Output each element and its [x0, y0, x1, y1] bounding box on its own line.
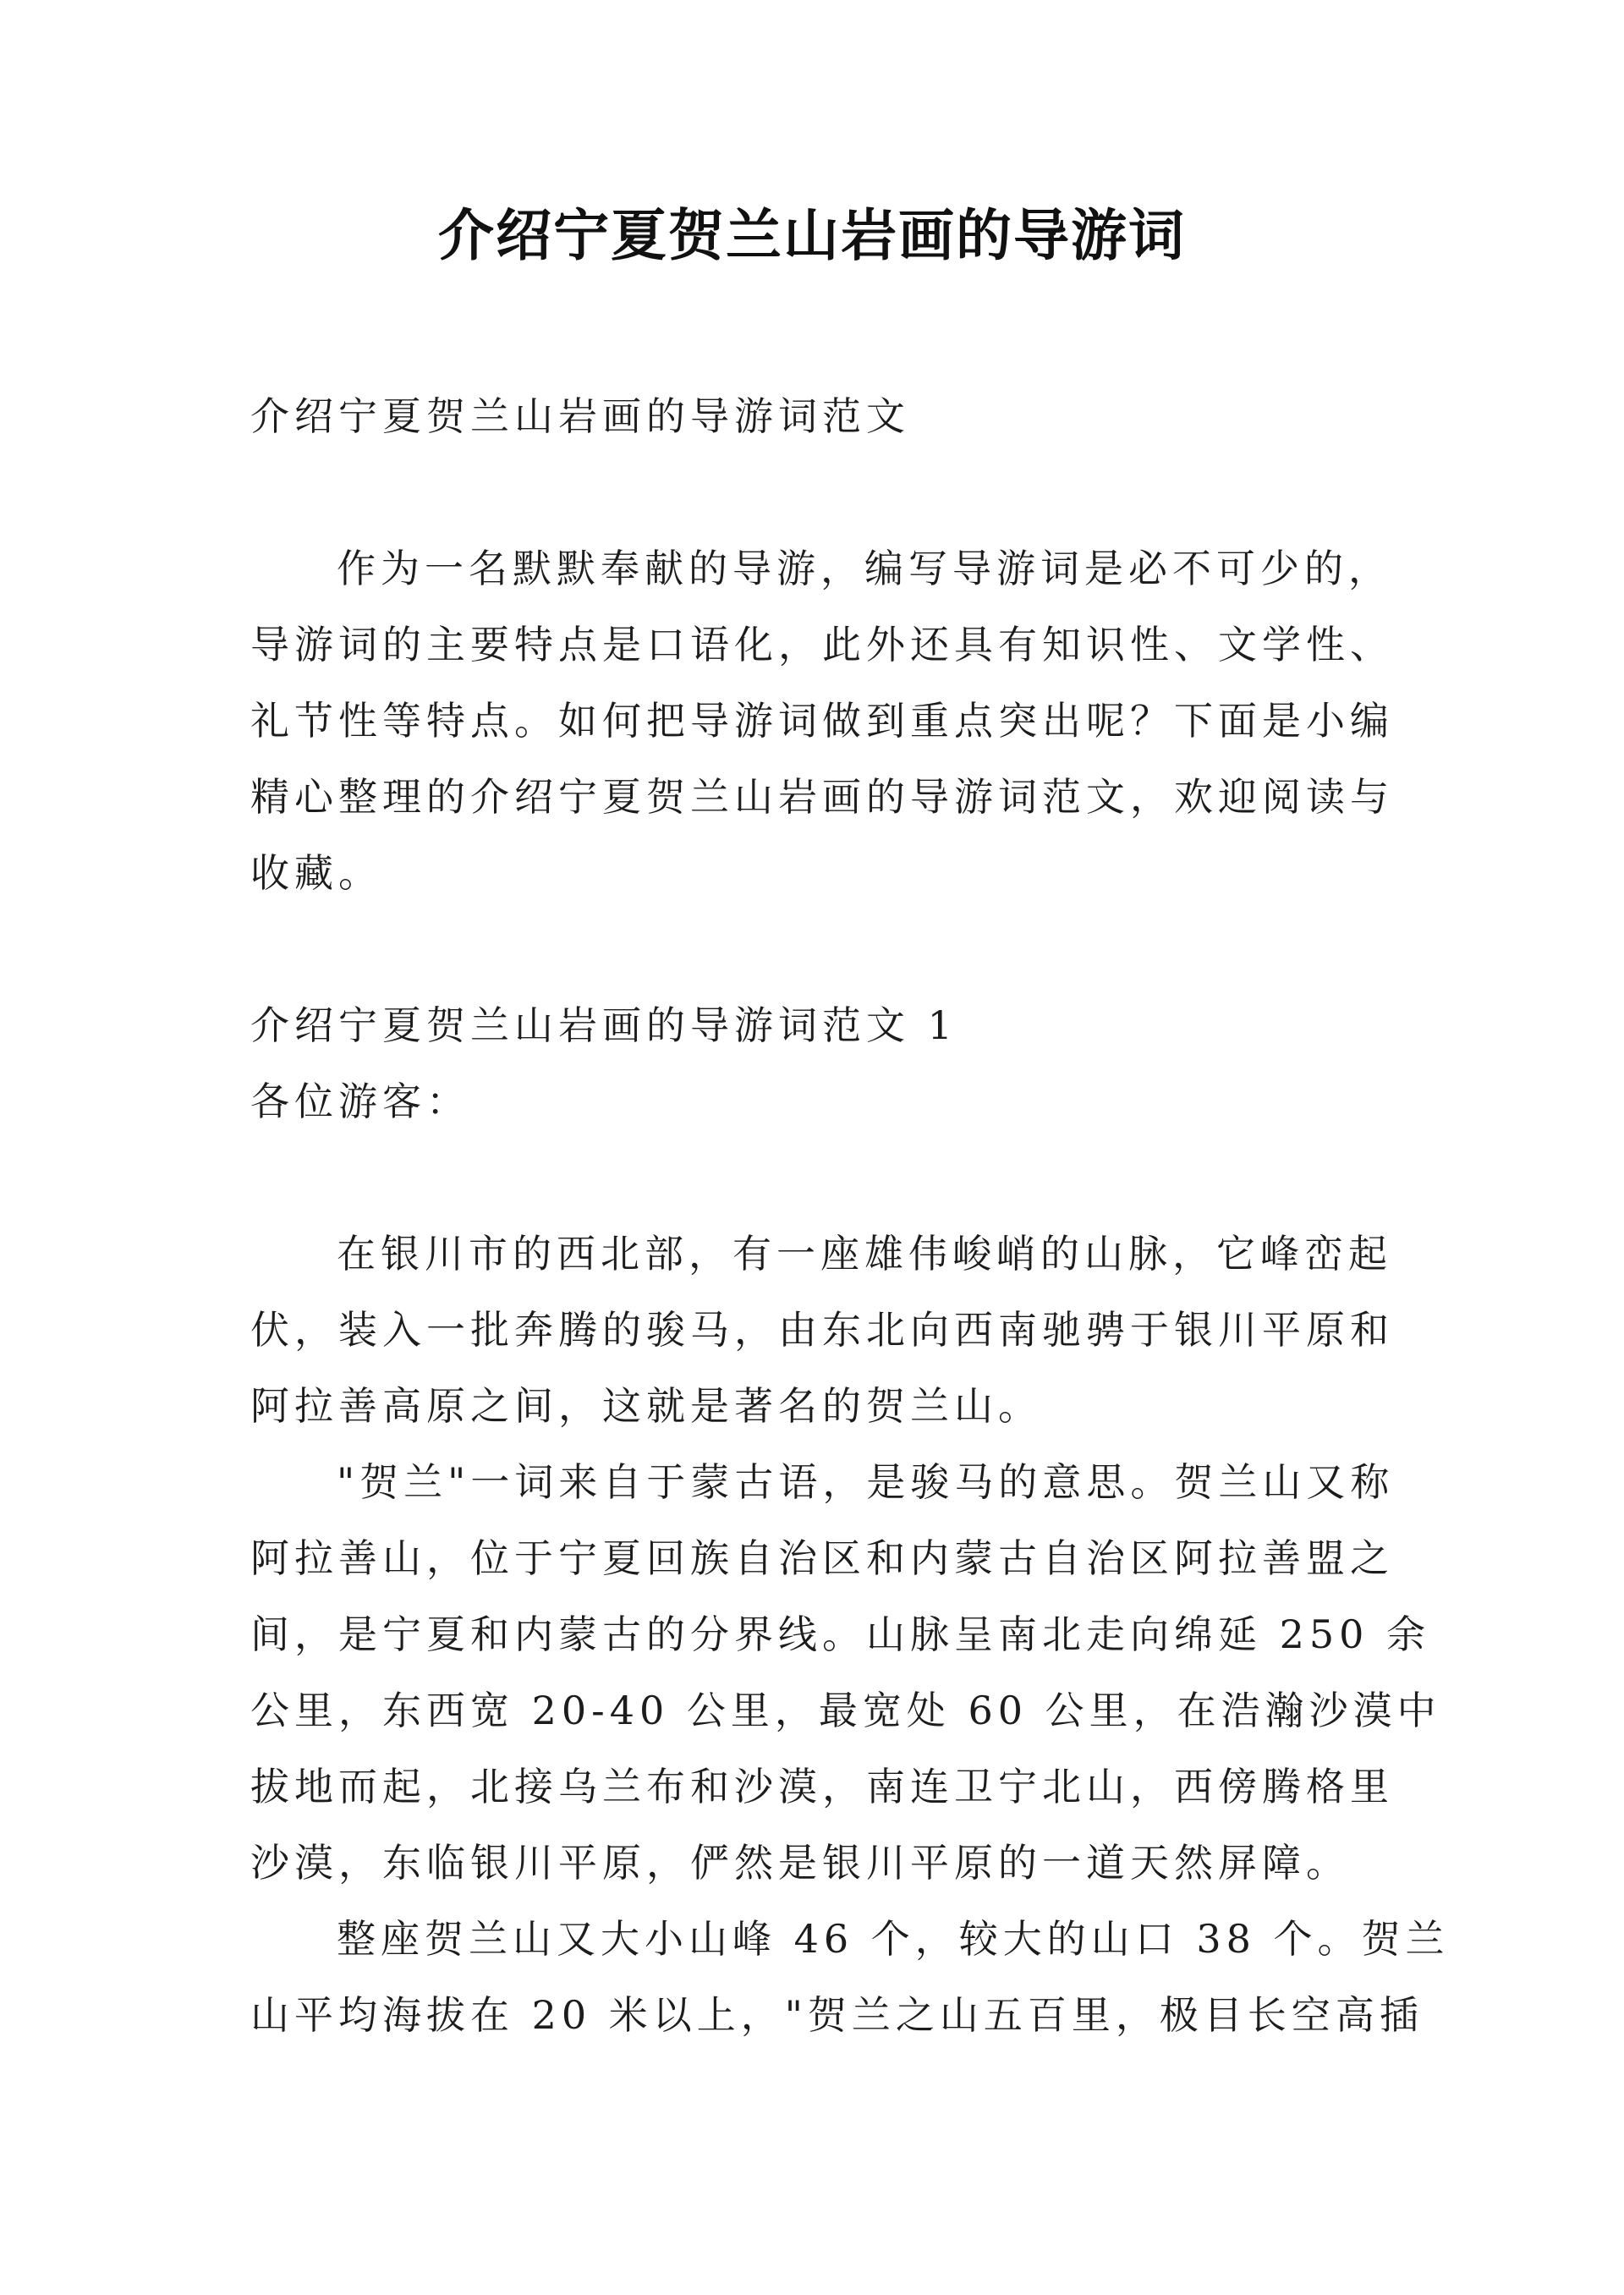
paragraph2-line-5: 拔地而起，北接乌兰布和沙漠，南连卫宁北山，西傍腾格里 — [250, 1764, 1394, 1809]
document-title: 介绍宁夏贺兰山岩画的导游词 — [438, 202, 1186, 268]
section-heading: 介绍宁夏贺兰山岩画的导游词范文 1 — [250, 1002, 957, 1048]
intro-line-1: 作为一名默默奉献的导游，编写导游词是必不可少的， — [337, 546, 1392, 591]
intro-line-4: 精心整理的介绍宁夏贺兰山岩画的导游词范文，欢迎阅读与 — [250, 774, 1394, 820]
paragraph2-line-4: 公里，东西宽 20-40 公里，最宽处 60 公里，在浩瀚沙漠中 — [250, 1688, 1441, 1733]
paragraph2-line-3: 间，是宁夏和内蒙古的分界线。山脉呈南北走向绵延 250 余 — [250, 1611, 1431, 1657]
paragraph2-line-1: "贺兰"一词来自于蒙古语，是骏马的意思。贺兰山又称 — [337, 1459, 1395, 1505]
paragraph2-line-2: 阿拉善山，位于宁夏回族自治区和内蒙古自治区阿拉善盟之 — [250, 1535, 1394, 1581]
paragraph1-line-2: 伏，装入一批奔腾的骏马，由东北向西南驰骋于银川平原和 — [250, 1307, 1394, 1353]
paragraph1-line-1: 在银川市的西北部，有一座雄伟峻峭的山脉，它峰峦起 — [337, 1231, 1392, 1277]
greeting: 各位游客： — [250, 1079, 470, 1124]
intro-line-5: 收藏。 — [250, 850, 382, 896]
intro-line-3: 礼节性等特点。如何把导游词做到重点突出呢？下面是小编 — [250, 698, 1394, 744]
paragraph3-line-1: 整座贺兰山又大小山峰 46 个，较大的山口 38 个。贺兰 — [337, 1916, 1450, 1962]
paragraph2-line-6: 沙漠，东临银川平原，俨然是银川平原的一道天然屏障。 — [250, 1840, 1350, 1886]
intro-line-2: 导游词的主要特点是口语化，此外还具有知识性、文学性、 — [250, 622, 1394, 667]
paragraph1-line-3: 阿拉善高原之间，这就是著名的贺兰山。 — [250, 1383, 1042, 1429]
document-subtitle: 介绍宁夏贺兰山岩画的导游词范文 — [250, 393, 910, 439]
paragraph3-line-2: 山平均海拔在 20 米以上，"贺兰之山五百里，极目长空高插 — [250, 1992, 1424, 2038]
